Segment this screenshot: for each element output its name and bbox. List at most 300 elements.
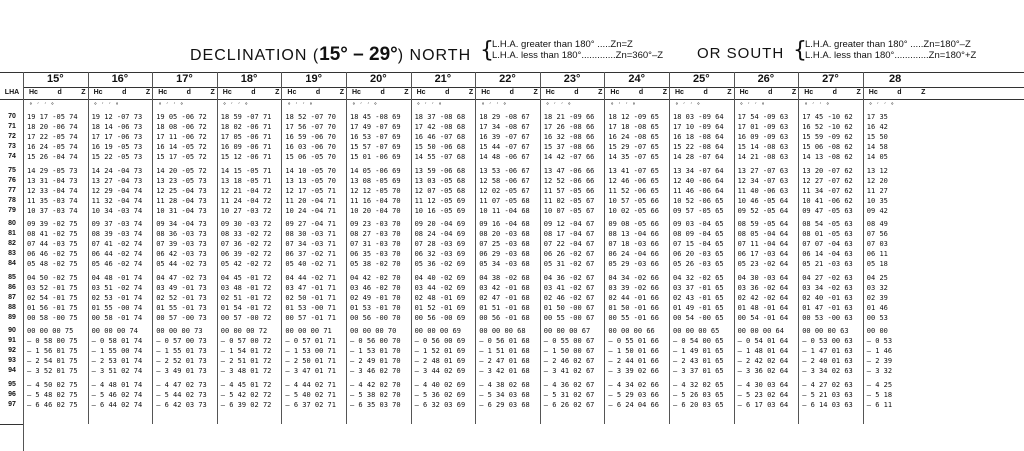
table-cell: 03 46 -02 70 [350, 283, 401, 292]
subheader-hc: Hc [545, 89, 555, 96]
table-cell: 18 59 -07 71 [220, 113, 272, 121]
table-cell: 00 00 00 70 [350, 327, 397, 335]
table-cell: 00 57 -00 72 [220, 313, 272, 322]
table-cell: 01 51 -01 68 [479, 303, 530, 312]
table-cell: 15 50 -06 68 [414, 143, 466, 152]
table-cell: 10 27 -03 72 [220, 206, 272, 215]
table-cell: 01 50 -00 67 [543, 303, 595, 312]
table-cell: – 3 34 02 63 [802, 367, 853, 376]
table-cell: 00 55 -00 67 [543, 313, 595, 322]
table-cell: – 4 34 02 66 [608, 380, 659, 389]
table-cell: – 1 50 00 67 [543, 347, 595, 356]
table-cell: – 2 53 01 74 [91, 357, 143, 366]
lha-value: 92 [8, 347, 16, 355]
table-cell: – 1 54 01 72 [220, 347, 272, 356]
table-cell: 18 14 -06 73 [91, 123, 143, 132]
table-cell: 15 26 -04 74 [27, 153, 78, 162]
table-cell: 10 24 -04 71 [285, 206, 336, 215]
table-cell: 07 31 -03 70 [350, 240, 401, 249]
title-prefix: DECLINATION ( [190, 47, 320, 64]
lha-value: 97 [8, 400, 16, 408]
table-cell: 13 47 -06 66 [543, 166, 595, 175]
units-row: ° ′ ′ ° [481, 102, 507, 109]
table-cell: 01 48 -01 64 [737, 303, 789, 312]
table-cell: 15 17 -05 72 [156, 153, 207, 162]
table-cell: – 1 48 01 64 [737, 347, 789, 356]
table-cell: 17 49 -07 69 [350, 123, 401, 132]
column-divider [604, 72, 605, 424]
units-row: ° ′ ′ ° [352, 102, 378, 109]
lha-value: 70 [8, 113, 16, 120]
table-cell: 00 00 00 74 [91, 327, 138, 335]
table-cell: – 5 38 02 70 [350, 390, 401, 399]
table-cell: – 6 32 03 69 [414, 400, 466, 409]
header-mid-rule [23, 87, 1024, 88]
table-cell: 15 37 -08 66 [543, 143, 595, 152]
declination-header: 26° [757, 73, 775, 85]
table-cell: 04 27 -02 63 [802, 273, 853, 282]
units-row: ° ′ ′ ° [545, 102, 572, 109]
table-cell: 09 34 -04 73 [156, 220, 207, 228]
table-cell: – 0 56 00 70 [350, 337, 401, 346]
lha-value: 72 [8, 133, 16, 141]
table-cell: 09 30 -03 72 [220, 220, 272, 228]
table-cell: 00 57 -00 73 [156, 313, 207, 322]
table-cell: 13 23 -05 73 [156, 176, 207, 185]
table-cell: – 2 42 02 64 [737, 357, 789, 366]
table-cell: 17 22 -05 74 [27, 133, 78, 142]
table-cell: 08 59 -05 64 [737, 220, 789, 228]
subheader-d: d [703, 89, 708, 96]
table-cell: 16 32 -08 66 [543, 133, 595, 142]
lha-value: 79 [8, 206, 16, 214]
table-cell: – 6 11 [866, 400, 893, 409]
table-cell: 05 38 -02 70 [350, 260, 401, 269]
table-cell: 06 24 -04 66 [608, 250, 659, 259]
table-cell: 08 09 -04 65 [673, 230, 724, 239]
table-cell: 11 35 -03 74 [27, 196, 78, 205]
table-cell: 02 49 -01 70 [350, 293, 401, 302]
table-cell: 11 27 [866, 186, 888, 195]
table-cell: – 2 50 01 71 [285, 357, 336, 366]
subheader-d: d [315, 89, 321, 96]
table-cell: 18 08 -06 72 [156, 123, 207, 132]
table-cell: 10 34 -03 74 [91, 206, 143, 215]
table-cell: 11 28 -04 73 [156, 196, 207, 205]
subheader-z: Z [210, 89, 215, 96]
table-cell: 09 12 -04 67 [543, 220, 595, 228]
table-cell: 13 18 -05 71 [220, 176, 272, 185]
table-cell: 14 05 -06 69 [350, 166, 401, 175]
declination-header: 17° [176, 73, 193, 85]
table-cell: 19 17 -05 74 [27, 113, 78, 121]
table-cell: 06 29 -03 68 [479, 250, 530, 259]
table-cell: – 5 42 02 72 [220, 390, 272, 399]
table-cell: 17 54 -09 63 [737, 113, 789, 121]
table-cell: – 2 51 01 72 [220, 357, 272, 366]
table-cell: – 1 55 01 73 [156, 347, 207, 356]
table-cell: 15 14 -08 63 [737, 143, 789, 152]
table-cell: 02 52 -01 73 [156, 293, 207, 302]
table-cell: – 6 42 03 73 [156, 400, 207, 409]
table-cell: – 3 42 01 68 [479, 367, 530, 376]
table-cell: 00 56 -01 68 [479, 313, 530, 322]
column-divider [475, 72, 476, 424]
table-cell: 17 56 -07 70 [285, 123, 336, 132]
table-cell: – 2 44 01 66 [608, 357, 659, 366]
table-cell: 07 25 -03 68 [479, 240, 530, 249]
table-cell: 18 45 -08 69 [350, 113, 401, 121]
column-divider [281, 72, 282, 424]
lha-value: 74 [8, 153, 16, 161]
table-cell: – 6 39 02 72 [220, 400, 272, 409]
table-cell: 07 22 -04 67 [543, 240, 595, 249]
table-cell: – 4 48 01 74 [91, 380, 143, 389]
column-subheader [869, 89, 926, 101]
subheader-hc: Hc [804, 89, 814, 96]
column-divider [88, 72, 89, 424]
table-cell: 08 49 [866, 220, 888, 228]
table-cell: – 1 50 01 66 [608, 347, 659, 356]
table-cell: – 3 47 01 71 [285, 367, 336, 376]
table-cell: 05 18 [866, 260, 888, 269]
table-cell: 12 46 -06 65 [608, 176, 659, 185]
table-cell: 14 35 -07 65 [608, 153, 659, 162]
table-cell: 14 28 -07 64 [673, 153, 724, 162]
table-cell: 12 12 -05 70 [350, 186, 401, 195]
table-cell: 14 42 -07 66 [543, 153, 595, 162]
table-cell: – 1 52 01 69 [414, 347, 466, 356]
table-cell: – 0 55 01 66 [608, 337, 659, 346]
table-cell: – 3 36 02 64 [737, 367, 789, 376]
table-cell: 08 01 -05 63 [802, 230, 853, 239]
table-cell: 04 40 -02 69 [414, 273, 466, 282]
table-cell: – 2 49 01 70 [350, 357, 401, 366]
lha-value: 94 [8, 367, 16, 375]
table-cell: 14 21 -08 63 [737, 153, 789, 162]
table-cell: 15 44 -07 67 [479, 143, 530, 152]
table-cell: 05 21 -03 63 [802, 260, 853, 269]
table-cell: 06 32 -03 69 [414, 250, 466, 259]
table-cell: – 6 35 03 70 [350, 400, 401, 409]
table-cell: 11 16 -04 70 [350, 196, 401, 205]
table-cell: 10 07 -05 67 [543, 206, 595, 215]
table-cell: 14 15 -05 71 [220, 166, 272, 175]
table-cell: 00 53 [866, 313, 888, 322]
table-cell: – 4 40 02 69 [414, 380, 466, 389]
table-cell: 06 11 [866, 250, 888, 259]
table-cell: 13 27 -04 73 [91, 176, 143, 185]
table-cell: 16 09 -06 71 [220, 143, 272, 152]
table-cell: 09 23 -03 70 [350, 220, 401, 228]
table-cell: – 4 42 02 70 [350, 380, 401, 389]
lha-value: 96 [8, 390, 16, 398]
table-cell: 04 25 [866, 273, 888, 282]
table-cell: 05 40 -02 71 [285, 260, 336, 269]
table-cell: – 0 53 [866, 337, 893, 346]
subheader-z: Z [275, 89, 280, 96]
table-cell: 01 55 -00 74 [91, 303, 143, 312]
subheader-hc: Hc [222, 89, 232, 96]
body-bottom-rule [0, 424, 23, 425]
table-cell: 03 52 -01 75 [27, 283, 78, 292]
column-subheader [94, 89, 151, 101]
subheader-z: Z [468, 89, 474, 96]
lha-value: 91 [8, 337, 16, 345]
table-cell: 11 40 -06 63 [737, 186, 789, 195]
table-cell: 01 56 -01 75 [27, 303, 78, 312]
table-cell: 05 48 -02 75 [27, 260, 78, 269]
table-cell: 16 18 -08 64 [673, 133, 724, 142]
table-cell: 10 37 -03 74 [27, 206, 78, 215]
table-cell: 17 35 [866, 113, 888, 121]
table-cell: 01 53 -01 70 [350, 303, 401, 312]
table-cell: 14 48 -06 67 [479, 153, 530, 162]
table-cell: 16 52 -10 62 [802, 123, 853, 132]
lha-value: 95 [8, 380, 16, 388]
table-cell: – 1 53 01 70 [350, 347, 401, 356]
column-subheader [675, 89, 732, 101]
subheader-hc: Hc [675, 89, 684, 96]
table-cell: 02 48 -01 69 [414, 293, 466, 302]
table-cell: 03 44 -02 69 [414, 283, 466, 292]
table-cell: – 3 49 01 73 [156, 367, 207, 376]
lha-value: 85 [8, 273, 16, 281]
table-cell: 18 37 -08 68 [414, 113, 466, 121]
table-cell: – 3 41 02 67 [543, 367, 595, 376]
column-divider [217, 72, 218, 424]
lha-value: 82 [8, 240, 16, 248]
table-cell: 04 45 -01 72 [220, 273, 272, 282]
table-cell: 00 58 -01 74 [91, 313, 143, 322]
table-cell: 17 17 -06 73 [91, 133, 143, 142]
table-cell: 03 48 -01 72 [220, 283, 272, 292]
table-cell: 09 16 -04 68 [479, 220, 530, 228]
lha-value: 75 [8, 166, 16, 174]
table-cell: – 5 44 02 73 [156, 390, 207, 399]
table-cell: 04 48 -01 74 [91, 273, 143, 282]
lha-value: 73 [8, 143, 16, 151]
table-cell: 10 52 -06 65 [673, 196, 724, 205]
table-cell: 03 34 -02 63 [802, 283, 853, 292]
table-cell: – 5 40 02 71 [285, 390, 336, 399]
table-cell: 03 49 -01 73 [156, 283, 207, 292]
table-cell: 05 23 -02 64 [737, 260, 789, 269]
units-row: ° ′ ′ ° [222, 102, 249, 109]
table-cell: 01 47 -01 63 [802, 303, 853, 312]
table-cell: 05 34 -03 68 [479, 260, 530, 269]
table-cell: – 3 39 02 66 [608, 367, 659, 376]
table-cell: 03 42 -01 68 [479, 283, 530, 292]
subheader-d: d [574, 89, 579, 96]
lha-value: 87 [8, 293, 16, 301]
table-cell: – 5 21 03 63 [802, 390, 853, 399]
declination-header: 16° [111, 73, 129, 85]
lha-value: 83 [8, 250, 16, 258]
table-cell: 05 44 -02 73 [156, 260, 207, 269]
table-cell: 07 28 -03 69 [414, 240, 466, 249]
table-cell: – 6 14 03 63 [802, 400, 853, 409]
table-cell: – 6 46 02 75 [27, 400, 78, 409]
column-subheader [740, 89, 797, 101]
subheader-d: d [832, 89, 837, 96]
lha-value: 77 [8, 186, 16, 194]
table-cell: 10 20 -04 70 [350, 206, 401, 215]
title-range: 15° – 29° [319, 44, 398, 65]
table-cell: – 1 53 00 71 [285, 347, 336, 356]
table-cell: 01 53 -00 71 [285, 303, 336, 312]
table-cell: – 4 30 03 64 [737, 380, 789, 389]
declination-header: 18° [240, 73, 258, 85]
table-cell: 12 21 -04 72 [220, 186, 272, 195]
table-cell: 08 54 -05 63 [802, 220, 853, 228]
or-south-label: OR SOUTH [697, 45, 785, 62]
table-cell: 12 25 -04 73 [156, 186, 207, 195]
table-cell: 15 22 -08 64 [673, 143, 724, 152]
table-cell: 03 51 -02 74 [91, 283, 143, 292]
north-condition-2: L.H.A. less than 180°.............Zn=360°–Z [492, 50, 664, 61]
lha-value: 93 [8, 357, 16, 365]
table-cell: – 5 31 02 67 [543, 390, 595, 399]
table-cell: 05 46 -02 74 [91, 260, 143, 269]
table-cell: 07 07 -04 63 [802, 240, 853, 249]
table-cell: 07 44 -03 75 [27, 240, 78, 249]
table-cell: 05 29 -03 66 [608, 260, 659, 269]
subheader-d: d [122, 89, 127, 96]
column-subheader [223, 89, 280, 101]
table-cell: 02 40 -01 63 [802, 293, 853, 302]
table-cell: 00 00 00 68 [479, 327, 526, 335]
units-row: ° ′ ′ ° [158, 102, 184, 109]
table-cell: 15 50 [866, 133, 888, 142]
table-cell: 14 13 -08 62 [802, 153, 853, 162]
table-cell: – 2 48 01 69 [414, 357, 466, 366]
table-cell: – 4 25 [866, 380, 893, 389]
table-cell: 11 57 -05 66 [543, 186, 595, 195]
table-cell: 14 05 [866, 153, 888, 162]
table-cell: – 0 57 00 73 [156, 337, 207, 346]
table-cell: – 6 24 04 66 [608, 400, 659, 409]
table-cell: 05 36 -02 69 [414, 260, 466, 269]
subheader-z: Z [598, 89, 603, 96]
table-cell: – 6 17 03 64 [737, 400, 789, 409]
table-cell: 04 44 -02 71 [285, 273, 336, 282]
table-cell: – 2 46 02 67 [543, 357, 595, 366]
subheader-hc: Hc [416, 89, 426, 96]
table-cell: 12 07 -05 68 [414, 186, 466, 195]
subheader-hc: Hc [93, 89, 103, 96]
lha-value: 88 [8, 303, 16, 311]
table-cell: 12 33 -04 74 [27, 186, 78, 195]
lha-value: 90 [8, 327, 16, 334]
table-cell: 11 32 -04 74 [91, 196, 143, 205]
table-cell: 13 08 -05 69 [350, 176, 401, 185]
subheader-hc: Hc [352, 89, 361, 96]
subheader-z: Z [404, 89, 409, 96]
table-cell: 07 03 [866, 240, 888, 249]
subheader-z: Z [145, 89, 151, 96]
table-cell: 02 50 -01 71 [285, 293, 336, 302]
table-cell: 02 51 -01 72 [220, 293, 272, 302]
table-cell: – 5 34 03 68 [479, 390, 530, 399]
units-row: ° ′ ′ ° [675, 102, 701, 109]
lha-value: 84 [8, 260, 16, 268]
table-cell: – 4 32 02 65 [673, 380, 724, 389]
subheader-z: Z [533, 89, 538, 96]
table-cell: – 0 55 00 67 [543, 337, 595, 346]
table-cell: – 1 56 01 75 [27, 347, 78, 356]
table-cell: 17 11 -06 72 [156, 133, 207, 142]
declination-header: 23° [563, 73, 581, 85]
table-cell: 14 58 [866, 143, 888, 152]
column-divider [540, 72, 541, 424]
column-subheader [352, 89, 409, 101]
table-cell: 16 39 -07 67 [479, 133, 530, 142]
table-cell: 10 02 -05 66 [608, 206, 659, 215]
table-cell: 18 20 -06 74 [27, 123, 78, 132]
lha-value: 78 [8, 196, 16, 204]
units-row: ° ′ ′ ° [868, 102, 895, 109]
table-cell: 12 34 -07 63 [737, 176, 789, 185]
table-cell: 00 00 00 63 [802, 327, 849, 335]
table-cell: 02 43 -01 65 [673, 293, 724, 302]
column-subheader [610, 89, 667, 101]
table-cell: 08 30 -03 71 [285, 230, 336, 239]
table-cell: 13 27 -07 63 [737, 166, 789, 175]
table-cell: – 2 54 01 75 [27, 357, 78, 366]
subheader-d: d [897, 89, 902, 96]
table-cell: 03 47 -01 71 [285, 283, 336, 292]
table-cell: – 0 57 01 71 [285, 337, 336, 346]
subheader-d: d [186, 89, 191, 96]
table-cell: 17 05 -06 71 [220, 133, 272, 142]
table-cell: – 6 20 03 65 [673, 400, 724, 409]
table-cell: 18 03 -09 64 [673, 113, 724, 121]
table-cell: 04 47 -02 73 [156, 273, 207, 282]
table-cell: – 4 44 02 71 [285, 380, 336, 389]
table-cell: 00 57 -01 71 [285, 313, 336, 322]
table-cell: 09 39 -02 75 [27, 220, 78, 228]
table-cell: 05 42 -02 72 [220, 260, 272, 269]
table-cell: 12 02 -05 67 [479, 186, 530, 195]
table-cell: 06 20 -03 65 [673, 250, 724, 259]
table-cell: 00 58 -00 75 [27, 313, 78, 322]
table-cell: – 5 26 03 65 [673, 390, 724, 399]
table-cell: – 4 45 01 72 [220, 380, 272, 389]
table-cell: 01 49 -01 65 [673, 303, 724, 312]
table-cell: 15 06 -08 62 [802, 143, 853, 152]
table-cell: 17 45 -10 62 [802, 113, 853, 121]
lha-value: 86 [8, 283, 16, 291]
table-cell: 02 44 -01 66 [608, 293, 659, 302]
table-cell: 02 46 -02 67 [543, 293, 595, 302]
table-cell: 01 50 -01 66 [608, 303, 659, 312]
table-cell: – 2 52 01 73 [156, 357, 207, 366]
table-cell: – 5 23 02 64 [737, 390, 789, 399]
table-cell: 17 01 -09 63 [737, 123, 789, 132]
subheader-z: Z [662, 89, 667, 96]
table-cell: – 3 37 01 65 [673, 367, 724, 376]
table-cell: 10 16 -05 69 [414, 206, 466, 215]
subheader-z: Z [727, 89, 732, 96]
table-cell: – 2 39 [866, 357, 893, 366]
table-cell: 00 54 -01 64 [737, 313, 789, 322]
table-cell: 12 52 -06 66 [543, 176, 595, 185]
column-subheader [804, 89, 861, 101]
south-condition-1: L.H.A. greater than 180° .....Zn=180°–Z [805, 39, 971, 50]
table-cell: 10 57 -05 66 [608, 196, 659, 205]
table-cell: 06 35 -03 70 [350, 250, 401, 259]
